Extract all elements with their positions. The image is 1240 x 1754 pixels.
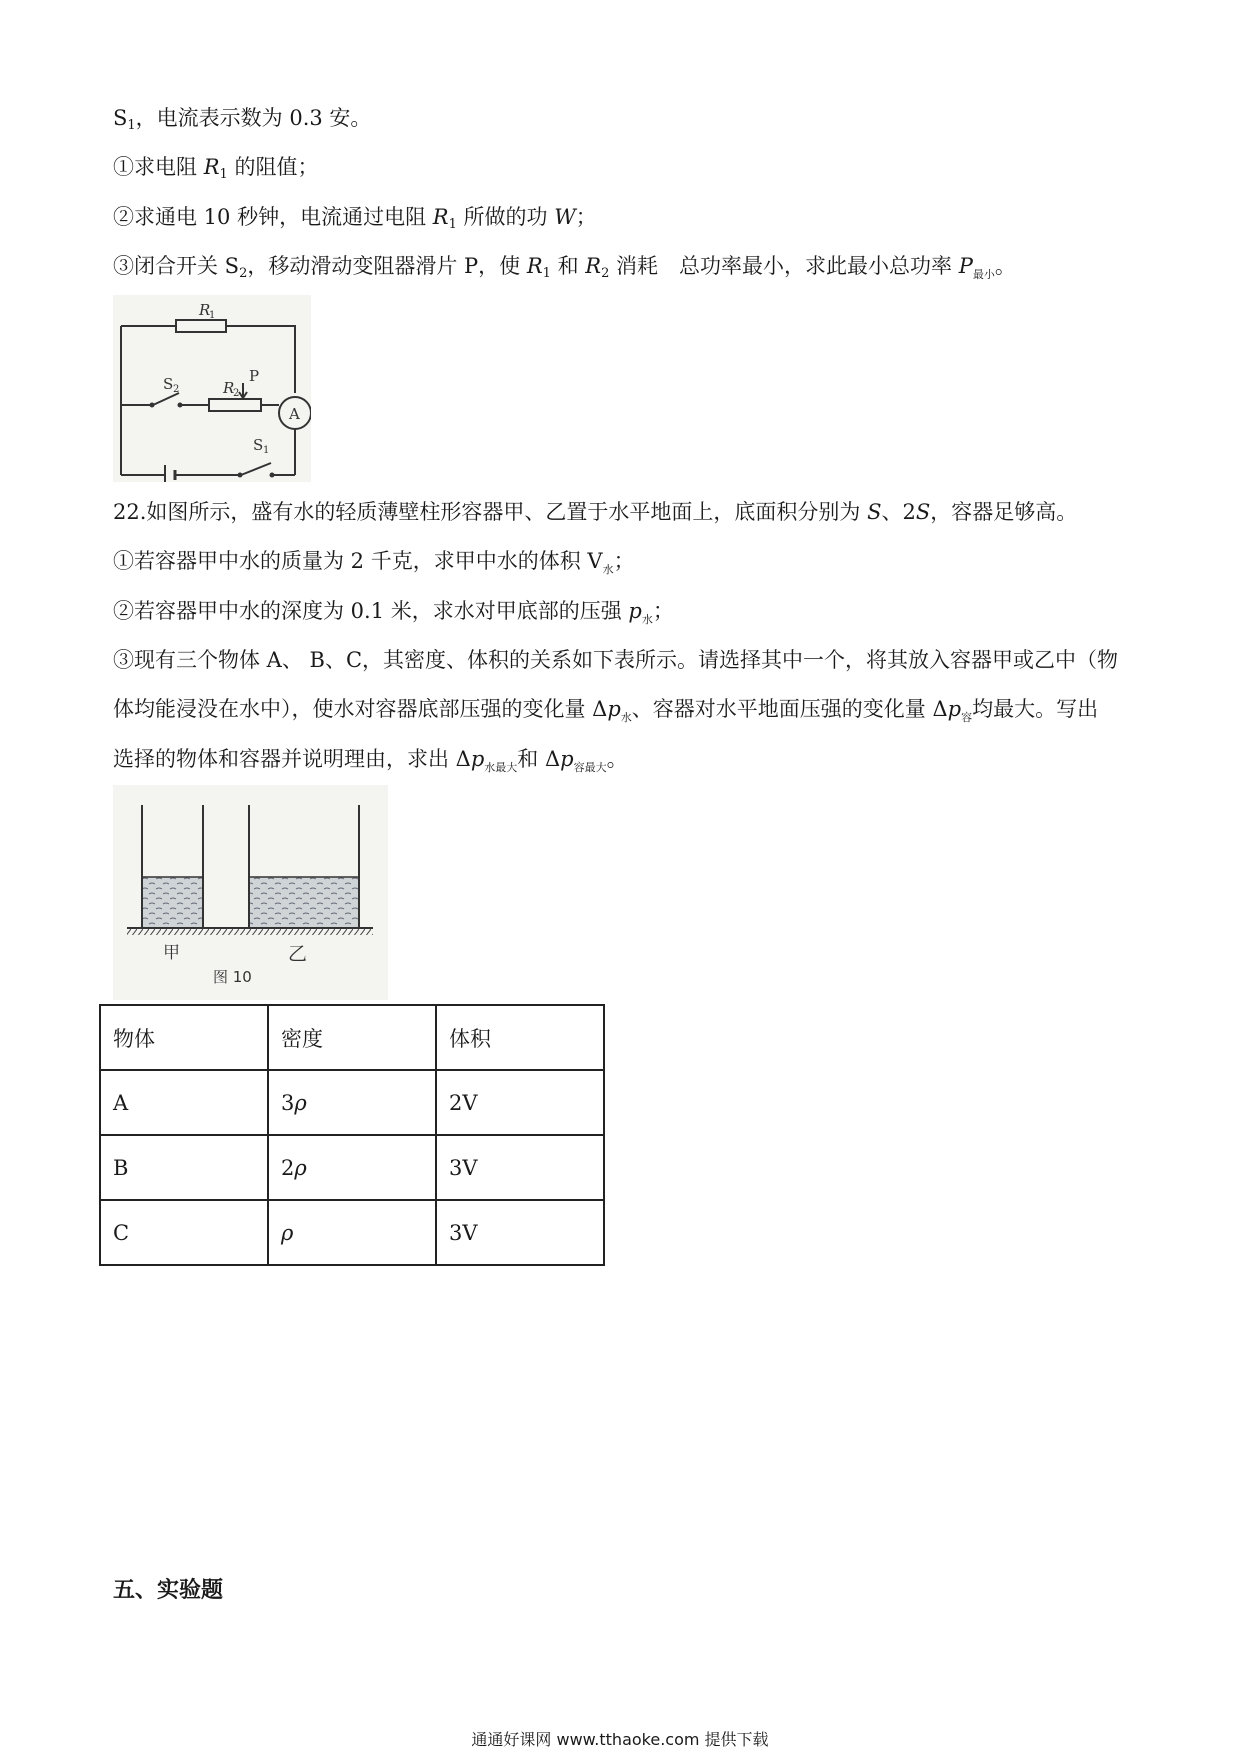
- svg-text:2: 2: [173, 384, 180, 395]
- svg-text:1: 1: [263, 445, 270, 456]
- label-r2: R: [223, 379, 235, 397]
- footer: 通通好课网 www.tthaoke.com 提供下载: [471, 1730, 769, 1749]
- table-header-cell: 物体: [100, 1005, 268, 1070]
- q21-continuation-line: $S_1$，电流表示数为 0.3 安。: [113, 106, 372, 133]
- q21-part2: ②求通电 10 秒钟，电流通过电阻 $R_1$ 所做的功 W；: [113, 205, 597, 232]
- resistor-r1: [176, 320, 226, 332]
- circuit-diagram: [113, 295, 311, 482]
- label-ammeter: A: [289, 405, 300, 423]
- table-row: [100, 1200, 604, 1265]
- figure-10-containers: [113, 785, 388, 1000]
- label-s2: S: [163, 375, 174, 393]
- table-row: [100, 1070, 604, 1135]
- table-cell: ρ: [268, 1200, 436, 1265]
- label-jia: 甲: [163, 943, 180, 963]
- q22-part2: ②若容器甲中水的深度为 0.1 米，求水对甲底部的压强 $p_水$；: [113, 599, 674, 626]
- table-cell: B: [100, 1135, 268, 1200]
- label-s1: S: [253, 436, 264, 454]
- q21-part1: ①求电阻 $R_1$ 的阻值；: [113, 155, 319, 182]
- table-row: [100, 1135, 604, 1200]
- resistor-r2: [209, 399, 261, 411]
- table-cell: 2ρ: [268, 1135, 436, 1200]
- q22-part1: ①若容器甲中水的质量为 2 千克，求甲中水的体积 $V_水$；: [113, 549, 635, 576]
- table-cell: A: [100, 1070, 268, 1135]
- table-header-cell: 体积: [436, 1005, 604, 1070]
- section-title: 五、实验题: [113, 1578, 224, 1603]
- q21-part3: ③闭合开关 $S_2$，移动滑动变阻器滑片 P，使 $R_1$ 和 $R_2$ 消耗 总功率最小，求此最小总功率 $P_{最小}$。: [113, 254, 1016, 281]
- water-yi: [250, 877, 358, 927]
- table-header-cell: 密度: [268, 1005, 436, 1070]
- label-p: P: [249, 367, 260, 385]
- svg-text:2: 2: [233, 388, 240, 399]
- q22-part3-line1: ③现有三个物体 A、 B、C，其密度、体积的关系如下表所示。请选择其中一个，将其放入容器甲或乙中（物: [113, 648, 1119, 672]
- water-jia: [143, 877, 202, 927]
- table-cell: 3V: [436, 1200, 604, 1265]
- table-cell: 3ρ: [268, 1070, 436, 1135]
- table-header-row: [100, 1005, 604, 1070]
- label-yi: 乙: [288, 943, 308, 965]
- figure-caption: 图 10: [213, 968, 252, 986]
- q22-part3-line2: 体均能浸没在水中），使水对容器底部压强的变化量 $\Delta p_水$、容器对水平地面压强的变化量 $\Delta p_容$均最大。写出: [113, 697, 1099, 724]
- ground: [127, 929, 373, 935]
- table-cell: C: [100, 1200, 268, 1265]
- q22-part3-line3: 选择的物体和容器并说明理由，求出 $\Delta p_{水最大}$和 $\Delta p_{容最大}$。: [113, 747, 628, 774]
- label-r1: R: [199, 301, 211, 319]
- q22-intro: 22.如图所示，盛有水的轻质薄壁柱形容器甲、乙置于水平地面上，底面积分别为 S、2S，容器足够高。: [113, 500, 1078, 524]
- object-table: [99, 1004, 605, 1266]
- table-cell: 2V: [436, 1070, 604, 1135]
- table-cell: 3V: [436, 1135, 604, 1200]
- svg-text:1: 1: [209, 310, 216, 321]
